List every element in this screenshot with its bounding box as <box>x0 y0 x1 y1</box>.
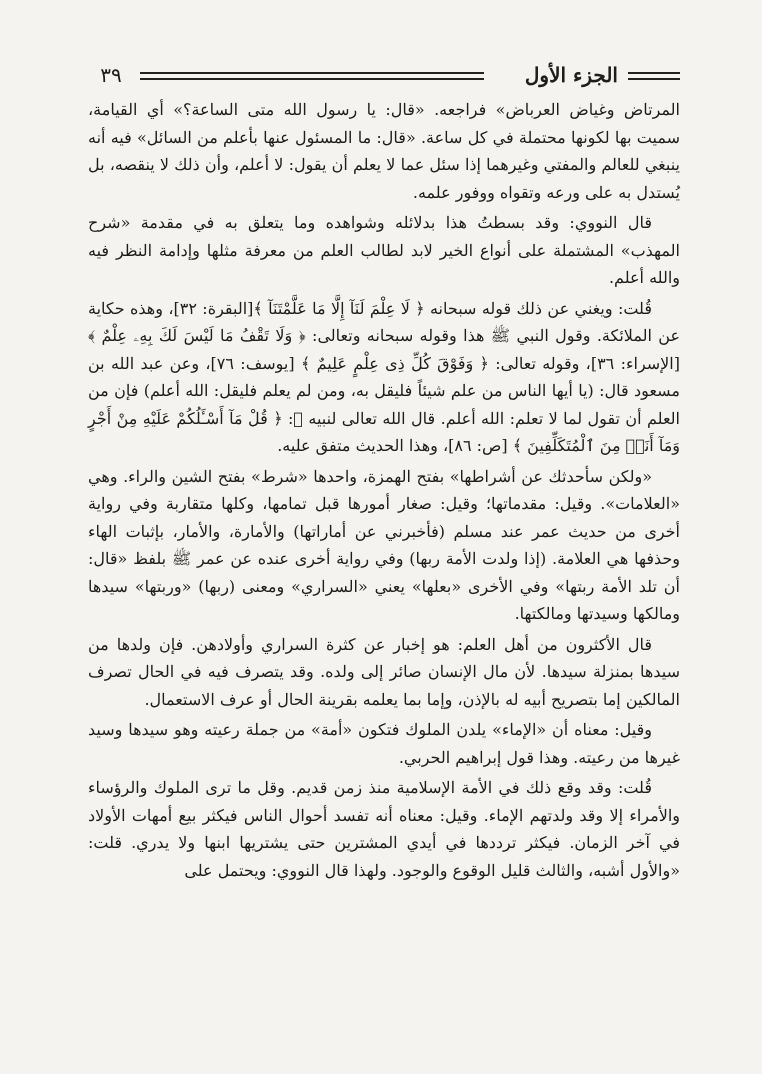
paragraph: «ولكن سأحدثك عن أشراطها» بفتح الهمزة، واحدها «شرط» بفتح الشين والراء. وهي «العلامات». وقيل: مقدماتها؛ وقيل: صغار أمورها قبل تمامها، وكلها متقاربة وفي رواية أخرى من حديث عمر عند مسلم (فأخبرني عن أماراتها) والأمارة، والأمار، بإثبات الهاء وحذفها هي العلامة. (إذا ولدت الأمة ربها) وفي رواية أخرى عنده عن عمر ﷺ بلفظ «قال: أن تلد الأمة ربتها» وفي الأخرى «بعلها» يعني «السراري» ومعنى (ربها) «وربتها» سيدها ومالكها وسيدتها ومالكتها. <box>88 466 680 623</box>
page-number: ٣٩ <box>100 63 122 87</box>
header-title: الجزء الأول <box>524 63 618 87</box>
body-text <box>88 96 680 887</box>
header-rule-right <box>628 72 680 80</box>
paragraph: وقيل: معناه أن «الإماء» يلدن الملوك فتكون «أمة» من جملة رعيته وهو سيدها وسيد غيرها من رعيته. وهذا قول إبراهيم الحربي. <box>88 720 680 767</box>
paragraph: قُلت: ويغني عن ذلك قوله سبحانه ﴿ لَا عِلْمَ لَنَآ إِلَّا مَا عَلَّمْتَنَآ ﴾[البقرة: ٣٢]، وهذه حكاية عن الملائكة. وقول النبي ﷺ هذا وقوله سبحانه وتعالى: ﴿ وَلَا تَقْفُ مَا لَيْسَ لَكَ بِهِۦ عِلْمٌ ﴾ [الإسراء: ٣٦]، وقوله تعالى: ﴿ وَفَوْقَ كُلِّ ذِى عِلْمٍ عَلِيمٌ ﴾ [يوسف: ٧٦]، وعن عبد الله بن مسعود قال: (يا أيها الناس من علم شيئاً فليقل به، ومن لم يعلم فليقل: الله أعلم) فإن من العلم أن تقول لما لا تعلم: الله أعلم. قال الله تعالى لنبيه ﷺ: ﴿ قُلْ مَآ أَسْـَٔلُكُمْ عَلَيْهِ مِنْ أَجْرٍ وَمَآ أَنَا۠ مِنَ ٱلْمُتَكَلِّفِينَ ﴾ [ص: ٨٦]، وهذا الحديث متفق عليه. <box>88 298 681 455</box>
running-header <box>88 62 680 92</box>
paragraph: قُلت: وقد وقع ذلك في الأمة الإسلامية منذ زمن قديم. وقل ما ترى الملوك والرؤساء والأمراء إلا وقد ولدتهم الإماء. وقيل: معناه أنه تفسد أحوال الناس فيكثر بيع أمهات الأولاد في آخر الزمان. فيكثر ترددها في أيدي المشترين حتى يشتريها ابنها ولا يدري. قلت: «والأول أشبه، والثالث قليل الوقوع والوجود. ولهذا قال النووي: ويحتمل على <box>88 778 680 880</box>
paragraph: قال الأكثرون من أهل العلم: هو إخبار عن كثرة السراري وأولادهن. فإن ولدها من سيدها بمنزلة سيدها. لأن مال الإنسان صائر إلى ولده. وقد يتصرف فيه في الحال تصرف المالكين إما بتصريح أبيه له بالإذن، وإما بما يعلمه بقرينة الحال أو عرف الاستعمال. <box>88 634 681 709</box>
header-rule-left <box>140 72 484 80</box>
paragraph: قال النووي: وقد بسطتُ هذا بدلائله وشواهده وما يتعلق به في مقدمة «شرح المهذب» المشتملة على أنواع الخير لابد لطالب العلم من معرفة مثلها وإدامة النظر فيه والله أعلم. <box>88 213 680 287</box>
paragraph: المرتاض وغياض العرباض» فراجعه. «قال: يا رسول الله متى الساعة؟» أي القيامة، سميت بها لكونها محتملة في كل ساعة. «قال: ما المسئول عنها بأعلم من السائل» فيه أنه ينبغي للعالم والمفتي وغيرهما إذا سئل عما لا يعلم أن يقول: لا أعلم، وأن ذلك لا ينقصه، بل يُستدل به على ورعه وتقواه ووفور علمه. <box>88 100 680 202</box>
